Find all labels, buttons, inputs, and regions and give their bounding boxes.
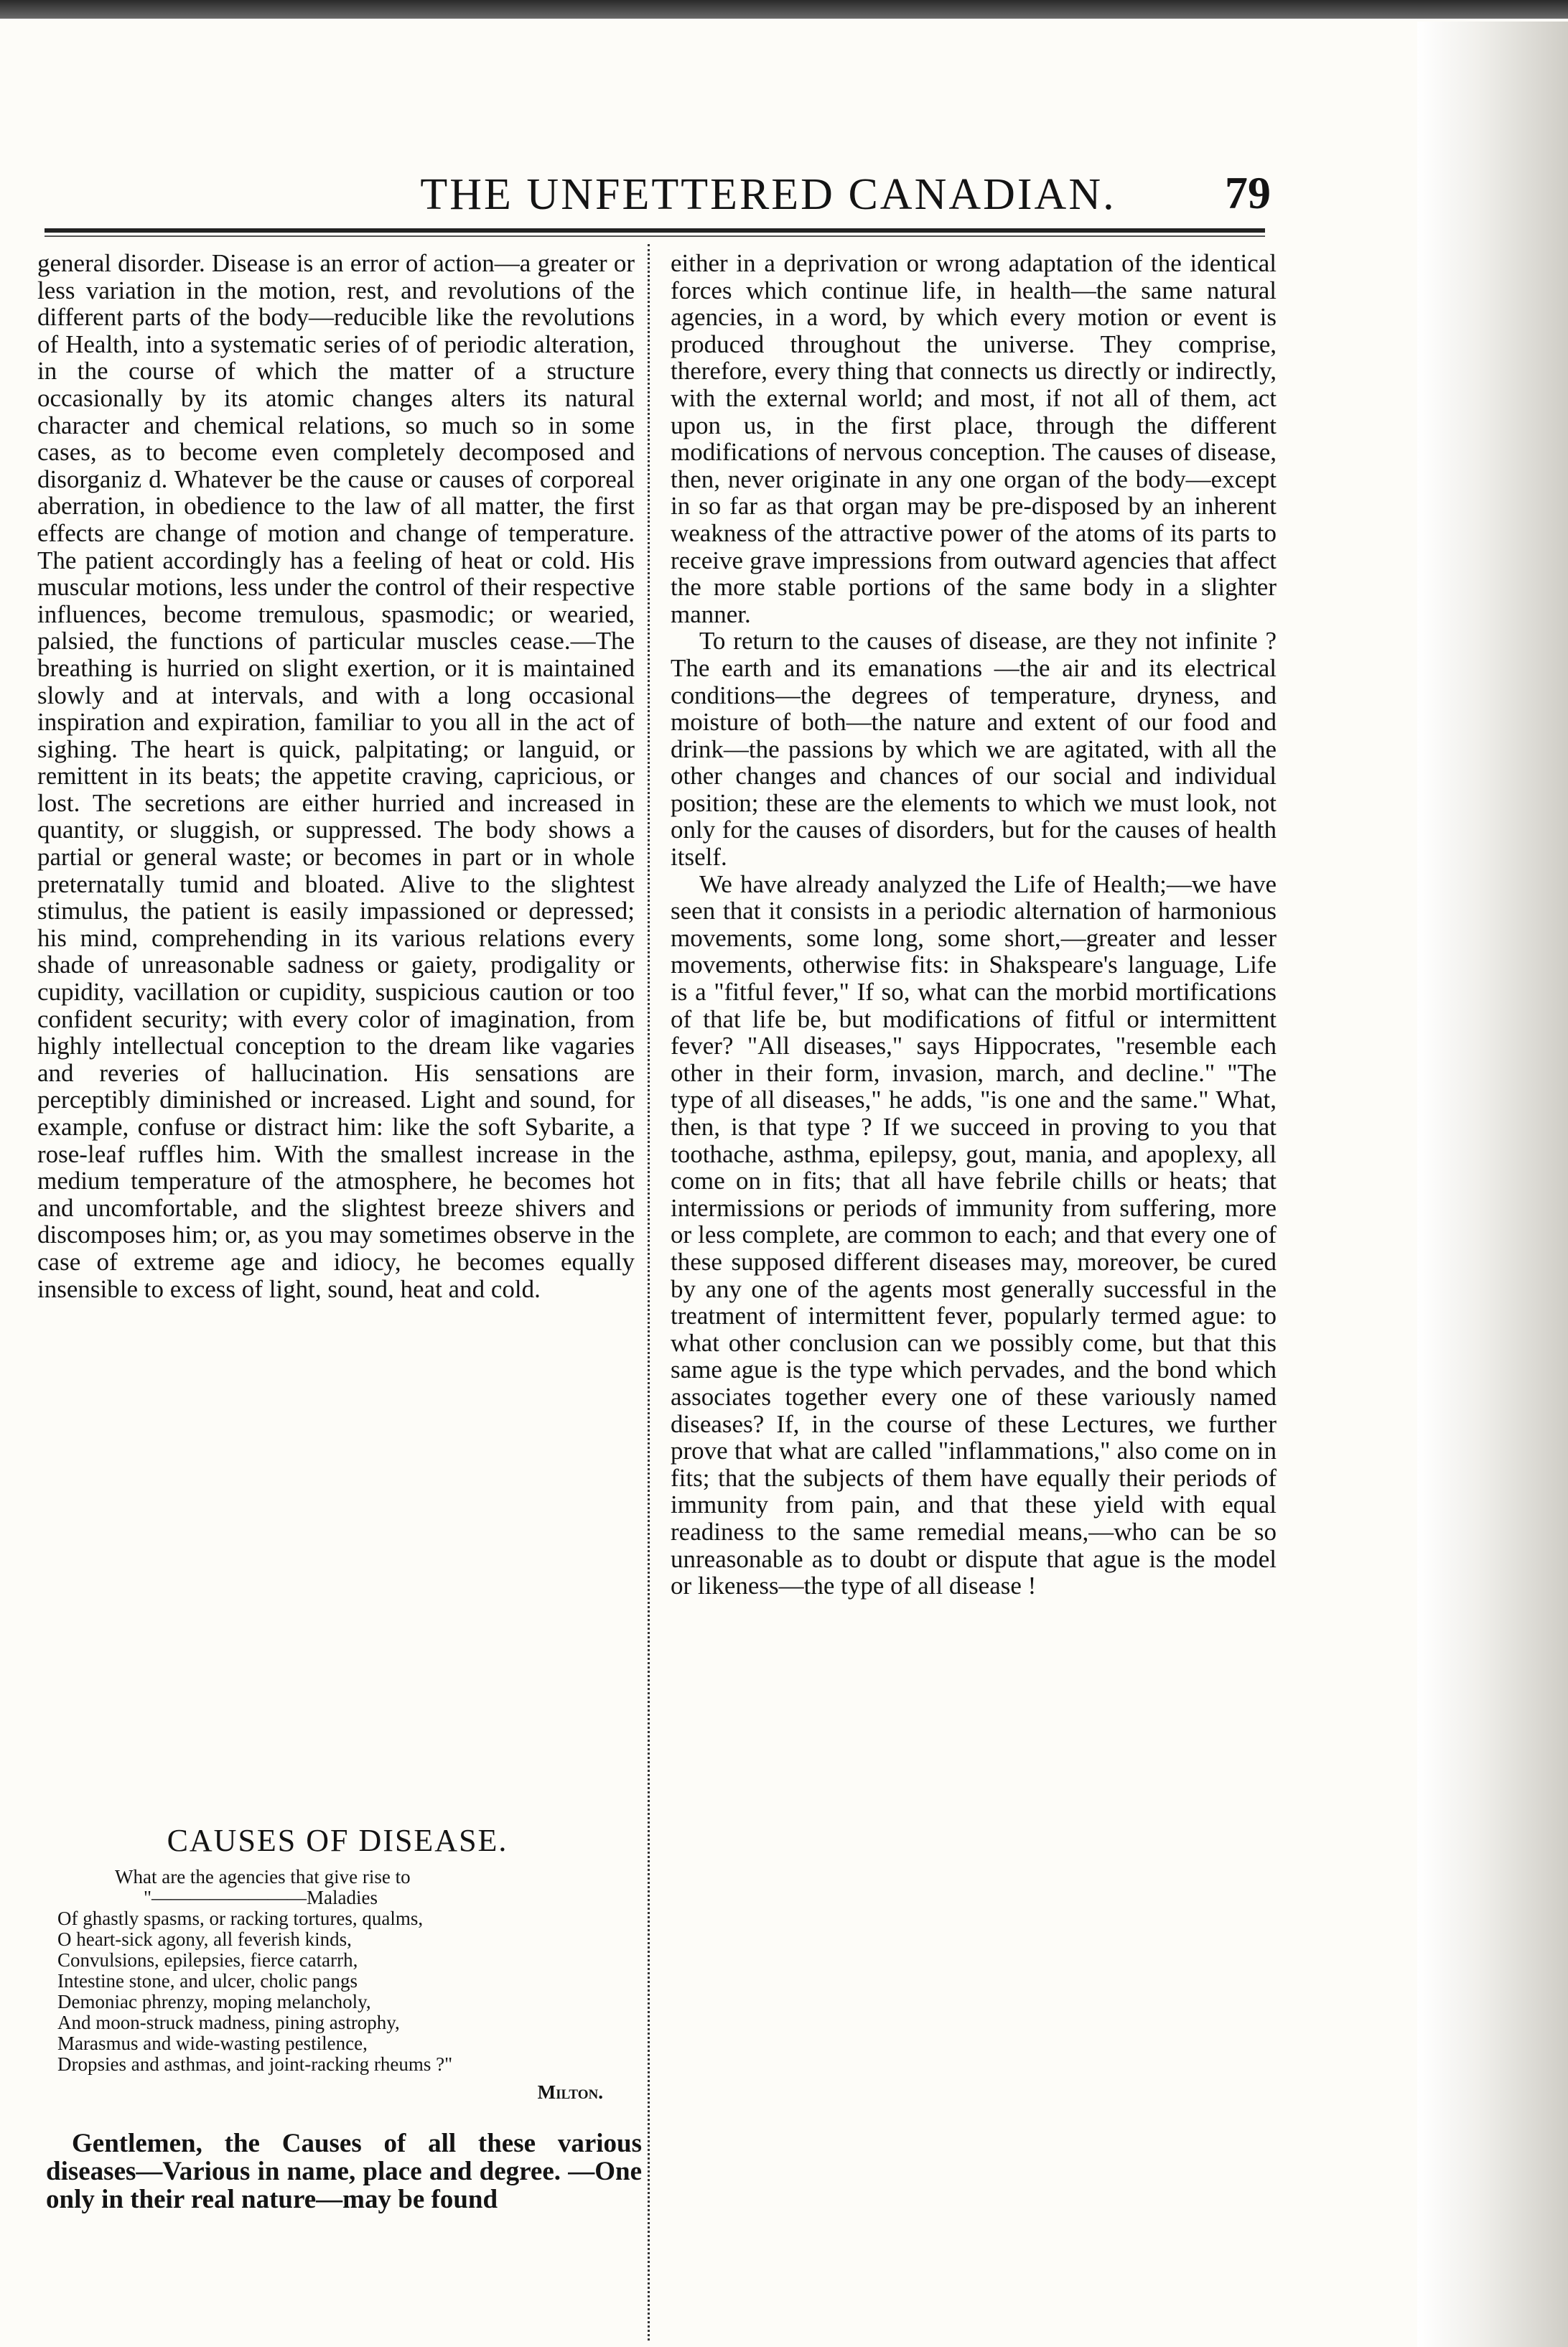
body-paragraph: We have already analyzed the Life of Health;—we have seen that it consists in a periodic alternation of harmonious movements, some long, some short,—greater and lesser movements, otherwise fits: in Shakspeare's language, Life is a "fitful fever," If so, what can the morbid mortifications of that life be, but modifications of fitful or intermittent fever? "All diseases," says Hippocrates, "resemble each other in their form, invasion, march, and decline." "The type of all diseases," he adds, "is one and the same." What, then, is that type ? If we succeed in proving to you that toothache, asthma, epilepsy, gout, mania, and apoplexy, all come on in fits; that all have febrile chills or heats; that intermissions or periods of immunity from suffering, more or less complete, are common to each; and that every one of these supposed different diseases may, moreover, be cured by any one of the agents most generally successful in the treatment of intermittent fever, popularly termed ague: to what other conclusion can we possibly come, but that this same ague is the type which pervades, and the bond which associates together every one of these variously named diseases? If, in the course of these Lectures, we further prove that what are called "inflammations," also come on in fits; that the subjects of them have equally their periods of immunity from pain, and that these yield with equal readiness to the same remedial means,—who can be so unreasonable as to doubt or dispute that ague is the model or likeness—the type of all disease !	[671, 869, 1277, 1600]
body-paragraph: general disorder. Disease is an error of action—a greater or less variation in the motion, rest, and revolutions of the different parts of the body—reducible like the revolutions of Health, into a systematic series of of periodic alteration, in the course of which the matter of a structure occasionally by its atomic changes alters its natural character and chemical relations, so much so in some cases, as to become even completely decomposed and disorganiz d. Whatever be the cause or causes of corporeal aberration, in obedience to the law of all matter, the first effects are change of motion and change of temperature. The patient accordingly has a feeling of heat or cold. His muscular motions, less under the control of their respective influences, become tremulous, spasmodic; or wearied, palsied, the functions of particular muscles cease.—The breathing is hurried on slight exertion, or it is maintained slowly and at intervals, and with a long occasional inspiration and expiration, familiar to you all in the act of sighing. The heart is quick, palpitating; or languid, or remittent in its beats; the appetite craving, capricious, or lost. The secretions are either hurried and increased in quantity, or sluggish, or suppressed. The body shows a partial or general waste; or becomes in part or in whole preternatally tumid and bloated. Alive to the slightest stimulus, the patient is easily impassioned or depressed; his mind, comprehending in its various relations every shade of unreasonable sadness or gaiety, prodigality or cupidity, vacillation or cupidity, suspicious caution or too confident security; with every color of imagination, from highly intellectual conception to the dream like vagaries and reveries of hallucination. His sensations are perceptibly diminished or increased. Light and sound, for example, confuse or distract him: like the soft Sybarite, a rose-leaf ruffles him. With the smallest increase in the medium temperature of the atmosphere, he becomes hot and uncomfortable, and the slightest breeze shivers and discomposes him; or, as you may sometimes observe in the case of extreme age and idiocy, he becomes equally insensible to excess of light, sound, heat and cold.	[37, 249, 635, 1303]
epigraph-line: O heart-sick agony, all feverish kinds,	[57, 1928, 352, 1950]
page-edge-shadow	[1417, 22, 1568, 2347]
epigraph-line: Intestine stone, and ulcer, cholic pangs	[57, 1970, 358, 1992]
left-column	[37, 250, 635, 1302]
section-title: CAUSES OF DISEASE.	[167, 1823, 508, 1858]
epigraph-line: "————————Maladies	[144, 1887, 378, 1908]
epigraph-line: Of ghastly spasms, or racking tortures, qualms,	[57, 1908, 424, 1929]
epigraph-line: Marasmus and wide-wasting pestilence,	[57, 2033, 368, 2054]
closing-text: Gentlemen, the Causes of all these various diseases—Various in name, place and degree. —One only in their real nature—may be found	[46, 2129, 642, 2214]
running-head: THE UNFETTERED CANADIAN.	[420, 170, 1116, 219]
epigraph-line: Dropsies and asthmas, and joint-racking rheums ?"	[57, 2053, 453, 2075]
top-border	[0, 0, 1568, 19]
body-paragraph: To return to the causes of disease, are they not infinite ? The earth and its emanations —the air and its electrical conditions—the degrees of temperature, dryness, and moisture of both—the nature and extent of our food and drink—the passions by which we are agitated, with all the other changes and chances of our social and individual position; these are the elements to which we must look, not only for the causes of disorders, but for the causes of health itself.	[671, 627, 1277, 872]
epigraph-line: Convulsions, epilepsies, fierce catarrh,	[57, 1949, 358, 1971]
header-rule	[45, 228, 1265, 233]
header-rule-thin	[45, 235, 1265, 237]
epigraph-line: And moon-struck madness, pining astrophy,	[57, 2012, 400, 2033]
right-column	[671, 250, 1277, 1600]
epigraph	[57, 1867, 617, 2103]
epigraph-attribution: Milton.	[537, 2081, 603, 2103]
closing-paragraph	[46, 2129, 642, 2213]
page-number: 79	[1225, 167, 1271, 218]
epigraph-line: Demoniac phrenzy, moping melancholy,	[57, 1991, 371, 2012]
epigraph-intro: What are the agencies that give rise to	[115, 1866, 411, 1888]
body-paragraph: either in a deprivation or wrong adaptation of the identical forces which continue life, in health—the same natural agencies, in a word, by which every motion or event is produced throughout the universe. They comprise, therefore, every thing that connects us directly or indirectly, with the external world; and most, if not all of them, act upon us, in the first place, through the different modifications of nervous conception. The causes of disease, then, never originate in any one organ of the body—except in so far as that organ may be pre-disposed by an inherent weakness of the attractive power of the atoms of its parts to receive grave impressions from outward agencies that affect the more stable portions of the same body in a slighter manner.	[671, 249, 1277, 628]
column-divider	[648, 244, 652, 2341]
